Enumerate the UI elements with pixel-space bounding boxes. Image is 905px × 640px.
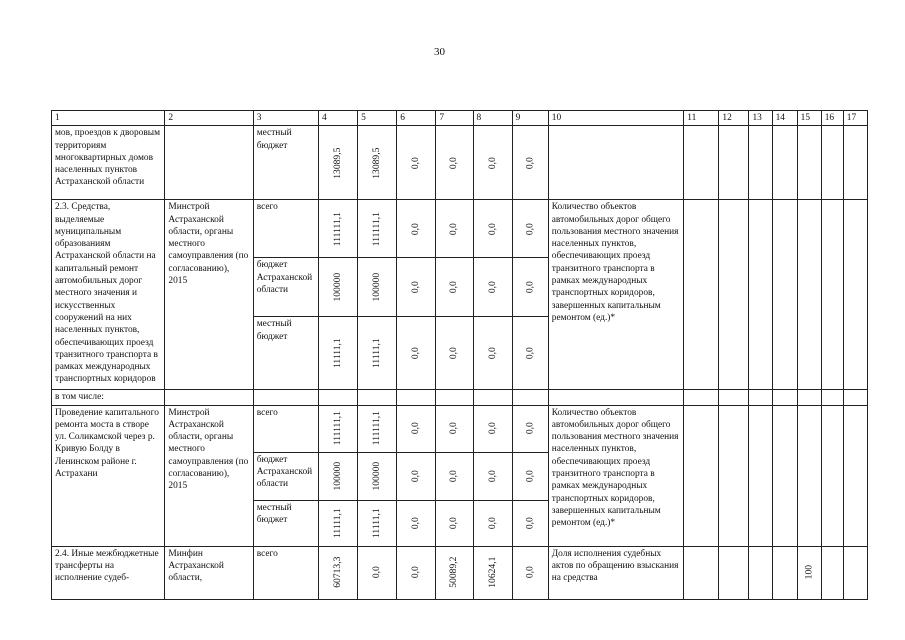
value-cell: 0,0 xyxy=(486,222,498,235)
value-cell: 0,0 xyxy=(448,281,460,294)
source-label: местный бюджет xyxy=(253,317,318,390)
row-d-title: 2.4. Иные межбюджетные трансферты на исполнение судеб- xyxy=(52,546,165,599)
value-cell: 111111,1 xyxy=(371,411,383,446)
value-cell: 100 xyxy=(803,565,815,580)
header-cell: 5 xyxy=(358,111,397,126)
row-c-title: Проведение капитального ремонта моста в створе ул. Соликамской через р. Кривую Болду в Ленинском районе г. Астрахани xyxy=(52,405,165,546)
value-cell: 0,0 xyxy=(524,566,536,579)
header-cell: 17 xyxy=(843,111,867,126)
row-d-executor: Минфин Астраханской области, xyxy=(165,546,253,599)
value-cell: 100000 xyxy=(331,461,343,491)
row-d-indicator: Доля исполнения судебных актов по обращению взыскания на средства xyxy=(548,546,683,599)
value-cell: 0,0 xyxy=(524,517,536,530)
value-cell: 111111,1 xyxy=(331,411,343,446)
value-cell: 111111,1 xyxy=(331,211,343,246)
value-cell: 0,0 xyxy=(486,517,498,530)
value-cell: 11111,1 xyxy=(371,508,383,538)
value-cell: 0,0 xyxy=(524,347,536,360)
value-cell: 100000 xyxy=(371,272,383,302)
header-cell: 1 xyxy=(52,111,165,126)
value-cell: 0,0 xyxy=(448,422,460,435)
value-cell: 0,0 xyxy=(524,422,536,435)
row-b-title: 2.3. Средства, выделяемые муниципальным образованиям Астраханской области на капитальный ремонт автомобильных дорог местного значения и искусственных сооружений на них населенных пунктов, обеспечивающих проезд транзитного транспорта в рамках международных транспортных коридоров xyxy=(52,200,165,390)
value-cell: 11111,1 xyxy=(331,338,343,369)
header-cell: 11 xyxy=(684,111,719,126)
value-cell: 0,0 xyxy=(410,566,422,579)
value-cell: 0,0 xyxy=(524,281,536,294)
header-row xyxy=(52,111,868,126)
value-cell: 111111,1 xyxy=(371,211,383,246)
value-cell: 0,0 xyxy=(448,470,460,483)
source-label: бюджет Астраханской области xyxy=(253,452,318,500)
header-cell: 13 xyxy=(749,111,772,126)
value-cell: 0,0 xyxy=(524,156,536,169)
value-cell: 0,0 xyxy=(486,156,498,169)
value-cell: 0,0 xyxy=(524,222,536,235)
row-b-indicator: Количество объектов автомобильных дорог общего пользования местного значения населенных пунктов, обеспечивающих проезд транзитного транспорта в рамках международных транспортных коридоров, завершенных капитальным ремонтом (ед.)* xyxy=(548,200,683,390)
value-cell: 60713,3 xyxy=(331,557,343,589)
program-table xyxy=(51,110,868,600)
header-cell: 15 xyxy=(797,111,821,126)
value-cell: 50089,2 xyxy=(448,556,460,589)
source-label: бюджет Астраханской области xyxy=(253,258,318,317)
value-cell: 0,0 xyxy=(410,156,422,169)
table-row xyxy=(52,546,868,599)
source-label: всего xyxy=(253,546,318,599)
value-cell: 0,0 xyxy=(410,347,422,360)
value-cell: 0,0 xyxy=(410,281,422,294)
header-cell: 14 xyxy=(772,111,797,126)
value-cell: 0,0 xyxy=(410,470,422,483)
value-cell: 100000 xyxy=(331,272,343,302)
row-c-indicator: Количество объектов автомобильных дорог общего пользования местного значения населенных пунктов, обеспечивающих проезд транзитного транспорта в рамках международных транспортных коридоров, завершенных капитальным ремонтом (ед.)* xyxy=(548,405,683,546)
value-cell: 100000 xyxy=(371,461,383,491)
row-b-executor: Минстрой Астраханской области, органы местного самоуправления (по согласованию), 2015 xyxy=(165,200,253,390)
value-cell: 0,0 xyxy=(410,517,422,530)
row-a-source: местный бюджет xyxy=(253,126,318,200)
table-row xyxy=(52,200,868,258)
table-row xyxy=(52,405,868,452)
row-a-title: мов, проездов к дворовым территориям многоквартирных домов населенных пунктов Астраханской области xyxy=(52,126,165,200)
value-cell: 10624,1 xyxy=(486,557,498,589)
value-cell: 11111,1 xyxy=(371,338,383,369)
table-row xyxy=(52,390,868,405)
value-cell: 0,0 xyxy=(486,281,498,294)
value-cell: 0,0 xyxy=(448,222,460,235)
source-label: местный бюджет xyxy=(253,500,318,546)
header-cell: 10 xyxy=(548,111,683,126)
header-cell: 3 xyxy=(253,111,318,126)
page-number: 30 xyxy=(434,46,445,58)
value-cell: 0,0 xyxy=(410,422,422,435)
including-label: в том числе: xyxy=(52,390,165,405)
value-cell: 0,0 xyxy=(448,517,460,530)
header-cell: 8 xyxy=(473,111,512,126)
value-cell: 13089,5 xyxy=(331,147,343,179)
value-cell: 0,0 xyxy=(448,347,460,360)
source-label: всего xyxy=(253,200,318,258)
header-cell: 2 xyxy=(165,111,253,126)
header-cell: 6 xyxy=(397,111,436,126)
value-cell: 0,0 xyxy=(371,566,383,579)
table-row xyxy=(52,126,868,200)
header-cell: 9 xyxy=(512,111,548,126)
header-cell: 7 xyxy=(436,111,473,126)
header-cell: 16 xyxy=(821,111,843,126)
value-cell: 0,0 xyxy=(486,422,498,435)
value-cell: 0,0 xyxy=(486,470,498,483)
value-cell: 0,0 xyxy=(486,347,498,360)
value-cell: 0,0 xyxy=(524,470,536,483)
header-cell: 12 xyxy=(719,111,749,126)
header-cell: 4 xyxy=(318,111,357,126)
value-cell: 0,0 xyxy=(448,156,460,169)
value-cell: 11111,1 xyxy=(331,508,343,538)
row-c-executor: Минстрой Астраханской области, органы местного самоуправления (по согласованию), 2015 xyxy=(165,405,253,546)
source-label: всего xyxy=(253,405,318,452)
value-cell: 0,0 xyxy=(410,222,422,235)
value-cell: 13089,5 xyxy=(371,147,383,179)
